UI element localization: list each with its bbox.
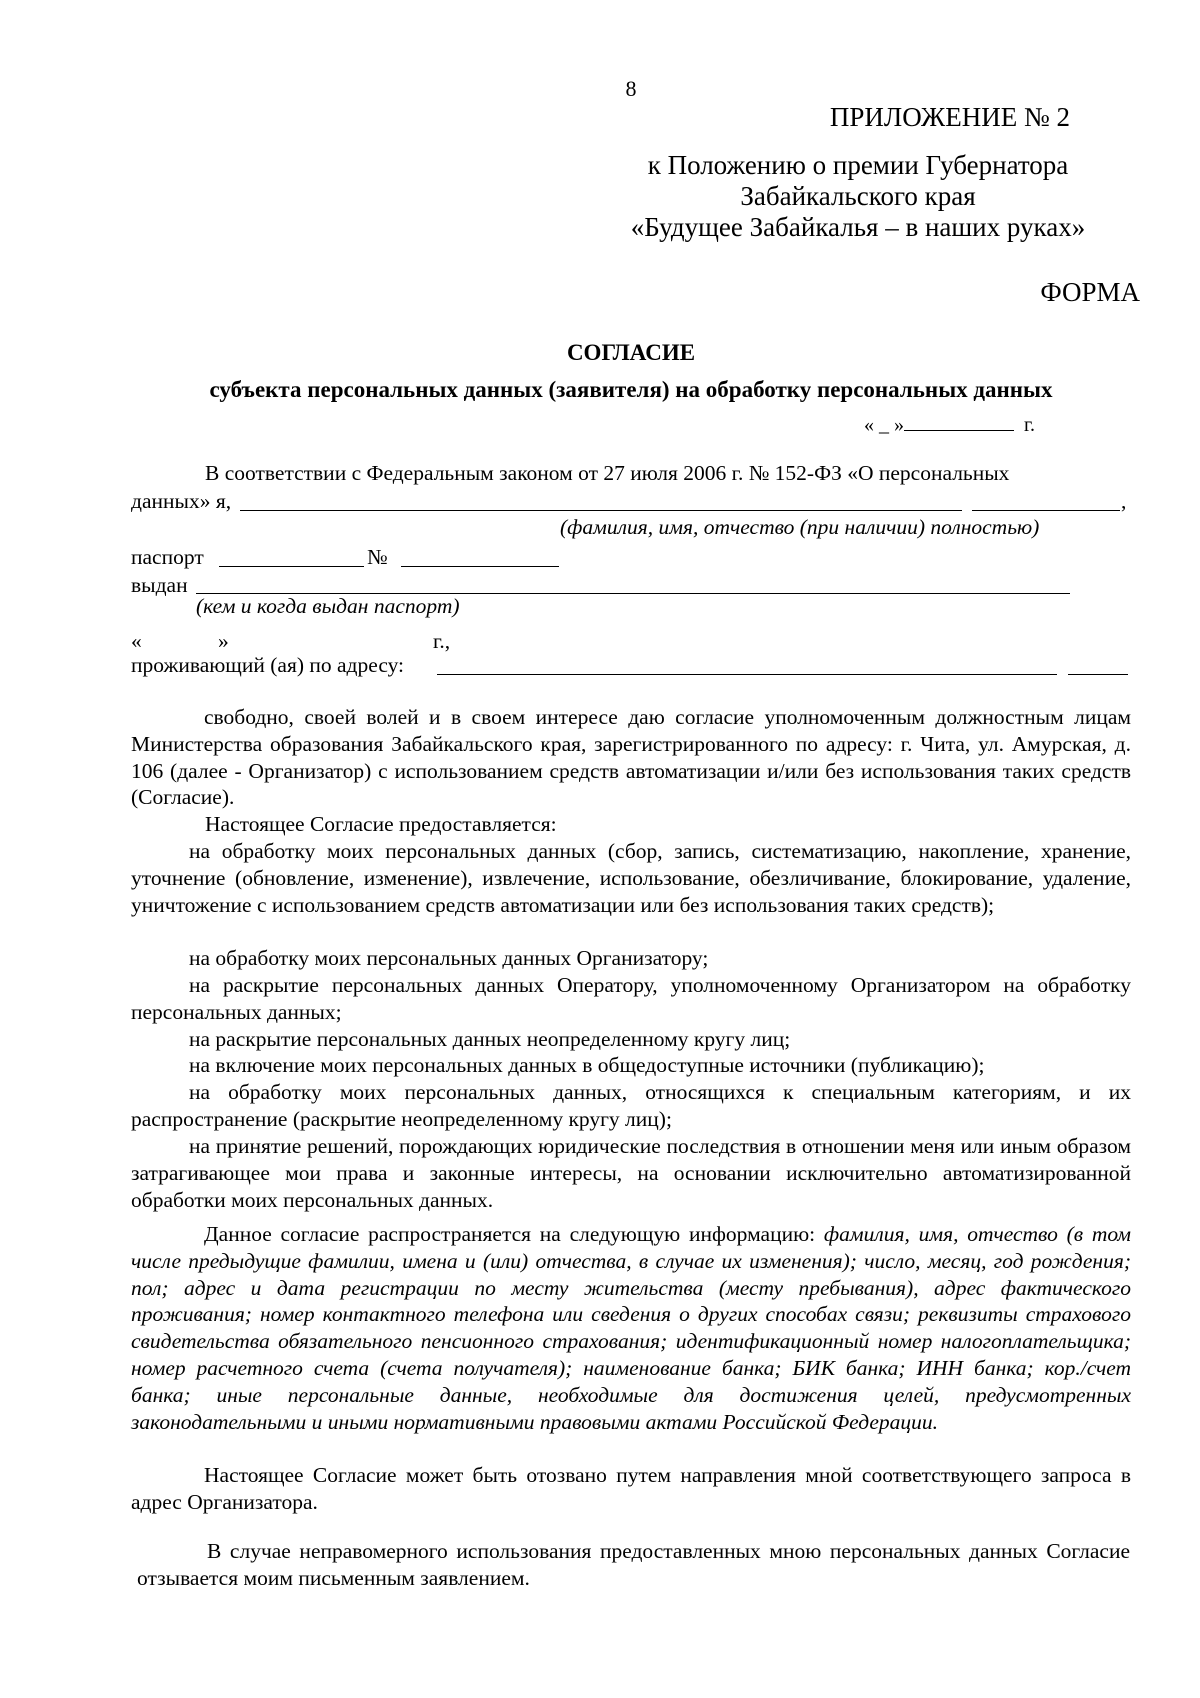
date-month-field[interactable] [904,410,1014,431]
date-year-suffix: г. [1024,414,1035,436]
consent-item-5: на включение моих персональных данных в общедоступные источники (публикацию); [189,1053,985,1077]
consent-item-2: на обработку моих персональных данных Организатору; [189,946,709,970]
provided-label: Настоящее Согласие предоставляется: [205,812,557,836]
appendix-heading: ПРИЛОЖЕНИЕ № 2 [829,102,1070,132]
date-day-blank[interactable]: _ [879,414,889,436]
residence-label: проживающий (ая) по адресу: [131,653,405,677]
info-lead: Данное согласие распространяется на следующую информацию: [204,1222,816,1246]
date-quote-open: « [864,414,874,436]
consent-item-6: на обработку моих персональных данных, относящихся к специальным категориям, и их распространение (раскрытие неопределенному кругу лиц); [131,1080,1131,1131]
misuse-paragraph: В случае неправомерного использования предоставленных мною персональных данных Согласие отзывается моим письменным заявлением. [137,1539,1130,1590]
issued-label: выдан [131,573,188,597]
page-number: 8 [625,76,637,101]
consent-paragraph: свободно, своей волей и в своем интересе даю согласие уполномоченным должностным лицам Министерства образования Забайкальского края, зарегистрированного по адресу: г. Чита, ул. Амурская, д. 106 (далее - Организатор) с использованием средств автоматизации и/или без использования таких средств (Согласие). [131,705,1131,810]
revocation-paragraph: Настоящее Согласие может быть отозвано путем направления мной соответствующего запроса в адрес Организатора. [131,1463,1131,1514]
appendix-line-3: «Будущее Забайкалья – в наших руках» [630,212,1086,242]
info-paragraph [131,1221,1131,1435]
consent-item-7: на принятие решений, порождающих юридические последствия в отношении меня или иным образом затрагивающее мои права и законные интересы, на основании исключительно автоматизированной обработки моих персональных данных. [131,1134,1131,1212]
appendix-reference [598,150,1118,243]
appendix-line-1: к Положению о премии Губернатора [647,150,1069,180]
form-label: ФОРМА [1040,277,1140,307]
full-name-field[interactable] [240,510,962,511]
full-name-hint: (фамилия, имя, отчество (при наличии) полностью) [560,515,1040,539]
intro-line-1: В соответствии с Федеральным законом от 27 июля 2006 г. № 152-ФЗ «О персональных [205,461,1010,485]
date-quote-close: » [894,414,904,436]
consent-item-4: на раскрытие персональных данных неопределенному кругу лиц; [189,1027,791,1051]
issued-by-hint: (кем и когда выдан паспорт) [196,594,460,618]
document-subtitle: субъекта персональных данных (заявителя) на обработку персональных данных [209,377,1053,402]
consent-item-3: на раскрытие персональных данных Оператору, уполномоченному Организатором на обработку персональных данных; [131,973,1131,1024]
consent-item-1: на обработку моих персональных данных (сбор, запись, систематизацию, накопление, хранение, уточнение (обновление, изменение), извлечение, использование, обезличивание, блокирование, удаление, уничтожение с использованием средств автоматизации или без использования таких средств); [131,839,1131,917]
residence-address-field[interactable] [437,674,1057,675]
issue-date-quote-open: « [131,629,142,653]
appendix-line-2: Забайкальского края [740,181,976,211]
document-title: СОГЛАСИЕ [566,340,696,365]
intro-line-2-suffix: , [1121,489,1127,513]
passport-number-field[interactable] [401,566,559,567]
full-name-extra-field[interactable] [972,510,1120,511]
info-list: фамилия, имя, отчество (в том числе предыдущие фамилии, имена и (или) отчества, в случае их изменения); число, месяц, год рождения; пол; адрес и дата регистрации по месту жительства (месту пребывания), адрес фактического проживания; номер контактного телефона или сведения о других способах связи; реквизиты страхового свидетельства обязательного пенсионного страхования; идентификационный номер налогоплательщика; номер расчетного счета (счета получателя); наименование банка; БИК банка; ИНН банка; кор./счет банка; иные персональные данные, необходимые для достижения целей, предусмотренных законодательными и иными нормативными правовыми актами Российской Федерации. [131,1222,1132,1434]
intro-line-2-prefix: данных» я, [131,489,232,513]
issue-date-suffix: г., [433,629,451,653]
passport-number-sign: № [367,545,388,569]
date-line[interactable] [864,410,1035,437]
residence-extra-field[interactable] [1068,674,1128,675]
issue-date-quote-close: » [218,629,229,653]
passport-series-field[interactable] [219,566,364,567]
passport-label: паспорт [131,545,204,569]
